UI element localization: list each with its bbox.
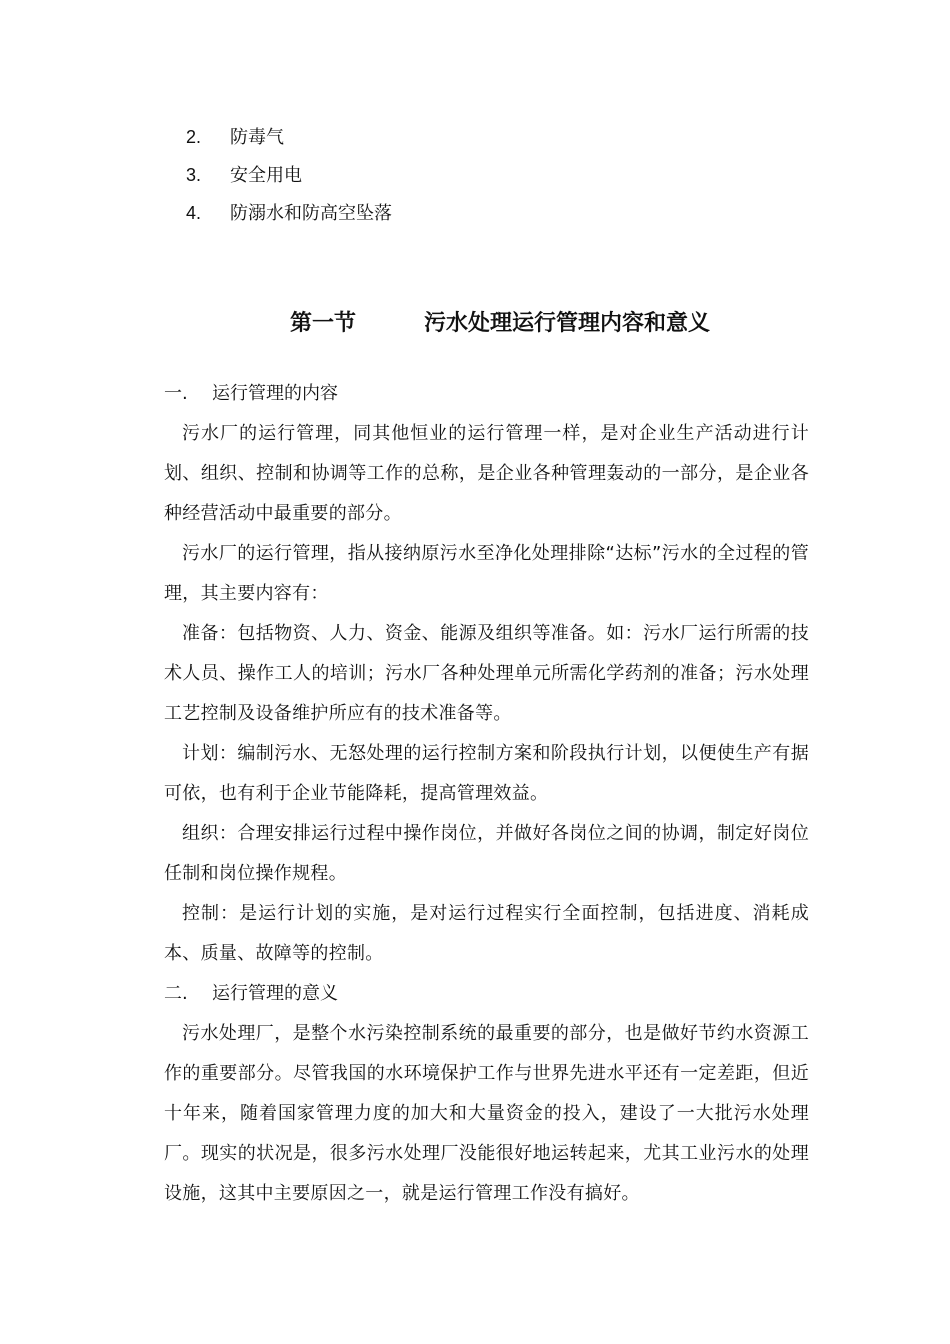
list-text: 安全用电: [230, 165, 302, 186]
safety-list: [186, 124, 392, 238]
paragraph: 控制：是运行计划的实施，是对运行过程实行全面控制，包括进度、消耗成本、质量、故障等的控制。: [164, 903, 809, 964]
list-text: 防溺水和防高空坠落: [230, 203, 392, 224]
paragraph: 组织：合理安排运行过程中操作岗位，并做好各岗位之间的协调，制定好岗位任制和岗位操作规程。: [164, 823, 809, 884]
part1-number: 一.: [164, 383, 188, 404]
paragraph: 污水厂的运行管理，同其他恒业的运行管理一样，是对企业生产活动进行计划、组织、控制和协调等工作的总称，是企业各种管理轰动的一部分，是企业各种经营活动中最重要的部分。: [164, 423, 809, 524]
paragraph: 计划：编制污水、无怒处理的运行控制方案和阶段执行计划，以便使生产有据可依，也有利于企业节能降耗，提高管理效益。: [164, 743, 809, 804]
body-text: [164, 374, 809, 1214]
list-number: 4.: [186, 203, 202, 223]
list-item: [186, 200, 392, 238]
list-text: 防毒气: [230, 127, 284, 148]
part1-heading: [164, 374, 809, 414]
list-item: [186, 162, 392, 200]
section-title: [290, 308, 710, 340]
list-item: [186, 124, 392, 162]
paragraph: 污水厂的运行管理，指从接纳原污水至净化处理排除“达标”污水的全过程的管理，其主要内容有：: [164, 543, 809, 604]
list-number: 2.: [186, 127, 202, 147]
part2-heading-text: 运行管理的意义: [212, 983, 338, 1004]
part2-heading: [164, 974, 809, 1014]
paragraph: 污水处理厂，是整个水污染控制系统的最重要的部分，也是做好节约水资源工作的重要部分。尽管我国的水环境保护工作与世界先进水平还有一定差距，但近十年来，随着国家管理力度的加大和大量资金的投入，建设了一大批污水处理厂。现实的状况是，很多污水处理厂没能很好地运转起来，尤其工业污水的处理设施，这其中主要原因之一，就是运行管理工作没有搞好。: [164, 1023, 809, 1204]
part2-number: 二.: [164, 983, 188, 1004]
list-number: 3.: [186, 165, 202, 185]
part1-heading-text: 运行管理的内容: [212, 383, 338, 404]
section-title-text: 污水处理运行管理内容和意义: [424, 311, 711, 336]
section-number: 第一节: [290, 311, 357, 336]
paragraph: 准备：包括物资、人力、资金、能源及组织等准备。如：污水厂运行所需的技术人员、操作工人的培训；污水厂各种处理单元所需化学药剂的准备；污水处理工艺控制及设备维护所应有的技术准备等。: [164, 623, 809, 724]
